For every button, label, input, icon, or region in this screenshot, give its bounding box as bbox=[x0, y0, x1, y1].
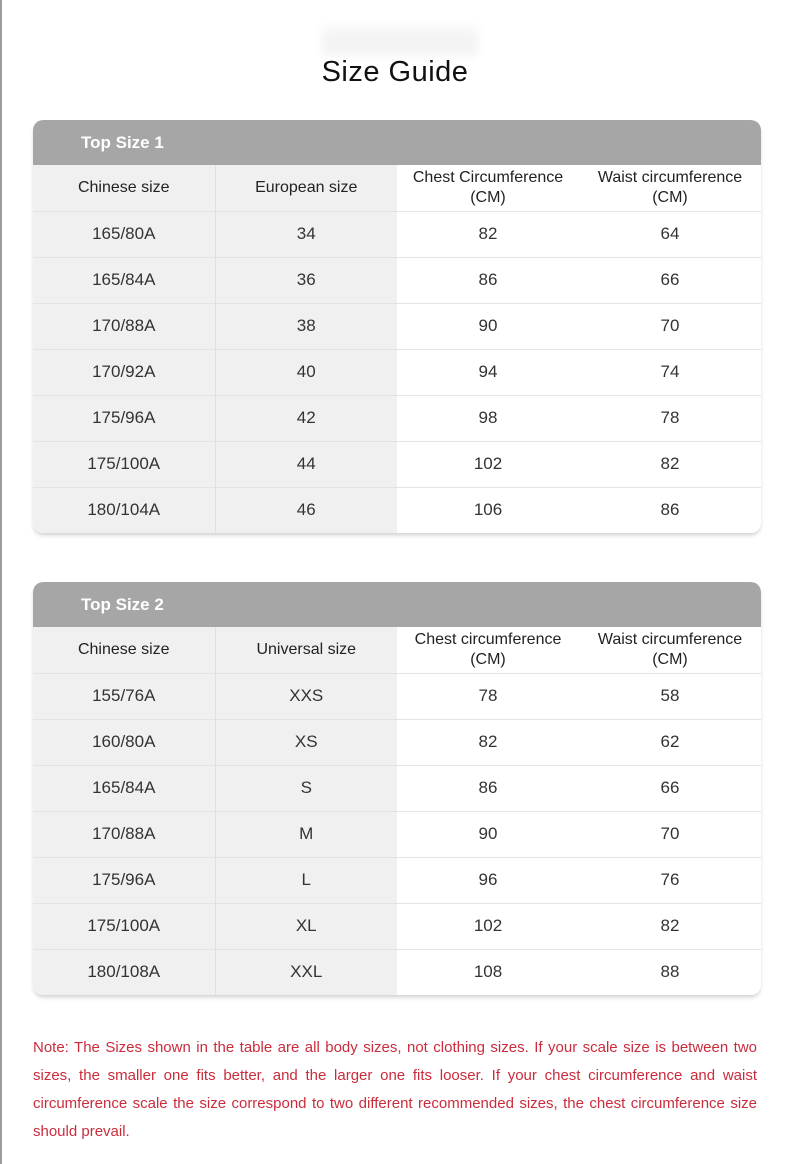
cell-waist-cm: 82 bbox=[579, 903, 761, 949]
table-header bbox=[33, 165, 761, 211]
table-row bbox=[33, 719, 761, 765]
cell-chinese-size: 175/100A bbox=[33, 903, 215, 949]
cell-chest-cm: 102 bbox=[397, 903, 579, 949]
cell-waist-cm: 74 bbox=[579, 349, 761, 395]
table-body bbox=[33, 673, 761, 995]
cell-chinese-size: 180/108A bbox=[33, 949, 215, 995]
header-row bbox=[33, 165, 761, 211]
table-title: Top Size 2 bbox=[81, 594, 164, 614]
cell-waist-cm: 70 bbox=[579, 811, 761, 857]
cell-chest-cm: 82 bbox=[397, 719, 579, 765]
cell-chest-cm: 78 bbox=[397, 673, 579, 719]
cell-size-system: 36 bbox=[215, 257, 397, 303]
column-header-waist-cm: Waist circumference (CM) bbox=[597, 630, 743, 668]
cell-chinese-size: 175/100A bbox=[33, 441, 215, 487]
cell-size-system: 34 bbox=[215, 211, 397, 257]
cell-chest-cm: 98 bbox=[397, 395, 579, 441]
cell-size-system: M bbox=[215, 811, 397, 857]
cell-size-system: 44 bbox=[215, 441, 397, 487]
cell-chinese-size: 165/80A bbox=[33, 211, 215, 257]
cell-waist-cm: 78 bbox=[579, 395, 761, 441]
table-row bbox=[33, 211, 761, 257]
table-row bbox=[33, 395, 761, 441]
cell-waist-cm: 70 bbox=[579, 303, 761, 349]
table-header bbox=[33, 627, 761, 673]
cell-chinese-size: 160/80A bbox=[33, 719, 215, 765]
column-header-waist-cm: Waist circumference (CM) bbox=[597, 168, 743, 206]
column-header-chest-cm: Chest Circumference (CM) bbox=[412, 168, 564, 206]
cell-chest-cm: 86 bbox=[397, 257, 579, 303]
cell-chest-cm: 86 bbox=[397, 765, 579, 811]
left-edge-line bbox=[0, 0, 2, 1164]
table-row bbox=[33, 903, 761, 949]
cell-waist-cm: 76 bbox=[579, 857, 761, 903]
cell-size-system: XL bbox=[215, 903, 397, 949]
cell-size-system: 38 bbox=[215, 303, 397, 349]
cell-size-system: L bbox=[215, 857, 397, 903]
page-title: Size Guide bbox=[321, 56, 469, 88]
cell-waist-cm: 82 bbox=[579, 441, 761, 487]
size-table-top-size-1 bbox=[33, 120, 761, 533]
size-table-grid bbox=[33, 627, 761, 995]
table-title-bar bbox=[33, 582, 761, 627]
table-body bbox=[33, 211, 761, 533]
cell-chinese-size: 170/88A bbox=[33, 303, 215, 349]
cell-waist-cm: 66 bbox=[579, 765, 761, 811]
cell-chest-cm: 90 bbox=[397, 303, 579, 349]
table-row bbox=[33, 949, 761, 995]
column-header-chinese-size: Chinese size bbox=[33, 627, 215, 673]
header-row bbox=[33, 627, 761, 673]
table-row bbox=[33, 349, 761, 395]
cell-waist-cm: 58 bbox=[579, 673, 761, 719]
cell-size-system: XXS bbox=[215, 673, 397, 719]
table-title: Top Size 1 bbox=[81, 132, 164, 152]
size-table-grid bbox=[33, 165, 761, 533]
table-row bbox=[33, 673, 761, 719]
column-header-size-system: Universal size bbox=[215, 627, 397, 673]
cell-waist-cm: 64 bbox=[579, 211, 761, 257]
column-header-chest-cm: Chest circumference (CM) bbox=[414, 630, 562, 668]
table-row bbox=[33, 811, 761, 857]
cell-size-system: 42 bbox=[215, 395, 397, 441]
cell-waist-cm: 88 bbox=[579, 949, 761, 995]
table-row bbox=[33, 857, 761, 903]
cell-chinese-size: 170/92A bbox=[33, 349, 215, 395]
cell-chinese-size: 155/76A bbox=[33, 673, 215, 719]
size-note: Note: The Sizes shown in the table are all body sizes, not clothing sizes. If your scale size is between two sizes, the smaller one fits better, and the larger one fits looser. If your chest circumference and waist circumference scale the size correspond to two different recommended sizes, the chest circumference size should prevail. bbox=[33, 1039, 757, 1140]
cell-chinese-size: 165/84A bbox=[33, 765, 215, 811]
cell-chest-cm: 90 bbox=[397, 811, 579, 857]
cell-chest-cm: 108 bbox=[397, 949, 579, 995]
cell-chinese-size: 175/96A bbox=[33, 395, 215, 441]
cell-size-system: S bbox=[215, 765, 397, 811]
cell-size-system: XXL bbox=[215, 949, 397, 995]
cell-chest-cm: 94 bbox=[397, 349, 579, 395]
cell-chest-cm: 82 bbox=[397, 211, 579, 257]
cell-waist-cm: 86 bbox=[579, 487, 761, 533]
column-header-size-system: European size bbox=[215, 165, 397, 211]
column-header-chinese-size: Chinese size bbox=[33, 165, 215, 211]
cell-chinese-size: 180/104A bbox=[33, 487, 215, 533]
table-row bbox=[33, 487, 761, 533]
cell-chinese-size: 165/84A bbox=[33, 257, 215, 303]
cell-chinese-size: 170/88A bbox=[33, 811, 215, 857]
cell-size-system: 46 bbox=[215, 487, 397, 533]
table-title-bar bbox=[33, 120, 761, 165]
table-row bbox=[33, 765, 761, 811]
cell-size-system: 40 bbox=[215, 349, 397, 395]
table-row bbox=[33, 257, 761, 303]
cell-chinese-size: 175/96A bbox=[33, 857, 215, 903]
cell-chest-cm: 96 bbox=[397, 857, 579, 903]
cell-chest-cm: 106 bbox=[397, 487, 579, 533]
table-row bbox=[33, 303, 761, 349]
cell-waist-cm: 62 bbox=[579, 719, 761, 765]
cell-size-system: XS bbox=[215, 719, 397, 765]
table-row bbox=[33, 441, 761, 487]
cell-waist-cm: 66 bbox=[579, 257, 761, 303]
size-table-top-size-2 bbox=[33, 582, 761, 995]
cell-chest-cm: 102 bbox=[397, 441, 579, 487]
